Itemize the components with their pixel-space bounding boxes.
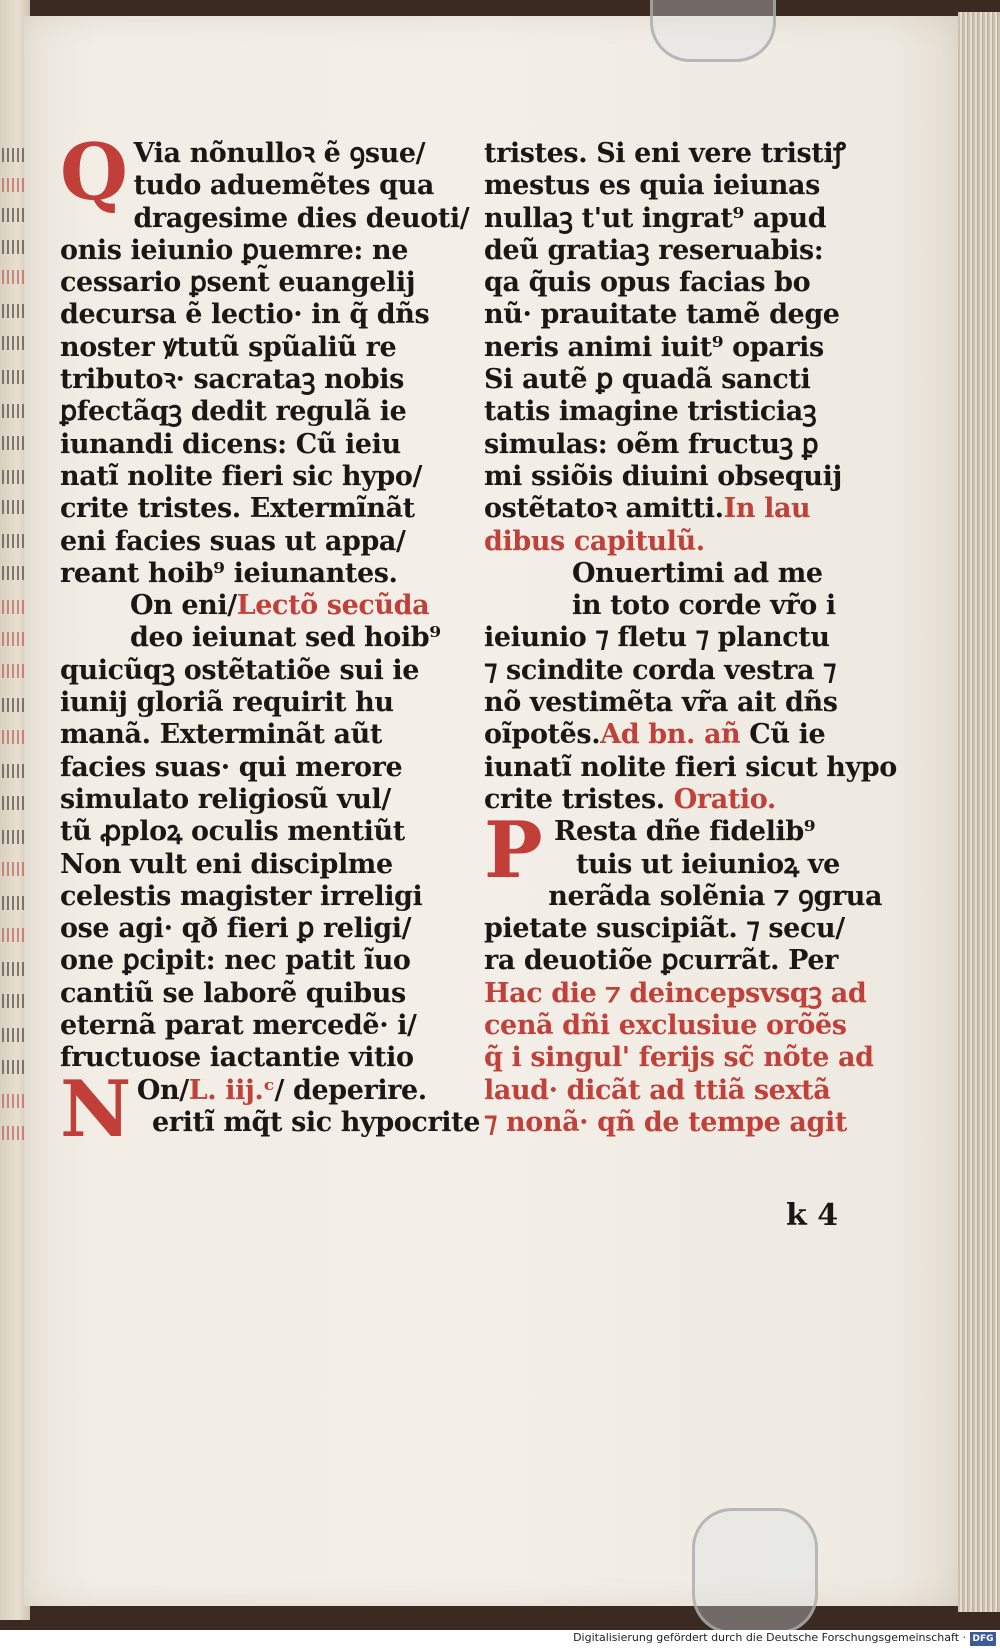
text-line [60,364,450,396]
line-text: manã. Exterminãt aũt [60,719,382,751]
text-line [484,138,854,170]
line-text: ra deuotiõe ꝑcurrãt. Per [484,945,838,977]
line-text: iunij gloriã requirit hu [60,687,394,719]
text-line [484,235,854,267]
line-text: eni facies suas ut appa/ [60,525,406,557]
text-line [484,203,854,235]
footer-bar [0,1630,1000,1649]
line-text: Via nõnulloꝛ ẽ ꝯsue/ [133,138,426,169]
line-text: tatis imagine tristiciaꝫ [484,396,817,428]
left-text-column [60,127,480,1155]
line-text: tristes. Si eni vere tristiꝭ [484,138,846,169]
line-text: simulato religiosũ vul/ [60,783,391,815]
text-line [484,945,854,977]
line-text: iunatĩ nolite fieri sicut hypo [484,751,897,783]
line-text: tributoꝛ· sacrataꝫ nobis [60,364,404,396]
text-line [484,1075,854,1107]
text-line [484,590,854,622]
text-line [484,299,854,331]
line-text: natĩ nolite fieri sic hypo/ [60,460,422,492]
line-text: noster ꝟtutũ spũaliũ re [60,331,397,363]
text-line [60,816,450,848]
rubric-text: L. iij.ᶜ [188,1074,275,1106]
line-text: tuis ut ieiunioꝝ ve [576,848,840,880]
line-text: one ꝑcipit: nec patit ĩuo [60,945,411,977]
decorated-initial: Q [60,127,128,218]
text-line [484,332,854,364]
line-text: ꝑfectãqꝫ dedit regulã ie [60,396,407,428]
book-clip-bottom [692,1508,818,1634]
line-text: ieiunio ⁊ fletu ⁊ planctu [484,622,830,654]
text-line [60,235,450,267]
rubric-text: Hac die ⁊ deincepsvsqꝫ ad [484,977,867,1009]
text-line [60,655,450,687]
text-line [60,978,450,1010]
text-line [484,913,854,945]
text-line [60,590,450,622]
text-line [60,267,450,299]
line-text: Resta dñe fidelib⁹ [554,816,816,848]
text-line [484,655,854,687]
rubric-text: ⁊ nonã· qñ de tempe agit [484,1106,847,1138]
line-text: nõ vestimẽta vr̃a ait dñs [484,687,838,719]
line-text: neris animi iuit⁹ oparis [484,331,824,363]
line-text: dragesime dies deuoti/ [133,202,470,234]
text-line [60,913,450,945]
line-text: decursa ẽ lectio· in q̃ dñs [60,299,430,331]
rubric-text: In lau [723,493,811,525]
page-edges [958,12,1000,1612]
right-text-column [484,138,897,1139]
text-line [484,493,854,525]
text-line [484,719,854,751]
rubric-text: Ad bn. añ [600,719,741,751]
line-text: tũ ꝓploꝝ oculis mentiũt [60,816,405,848]
line-text: ⁊ scindite corda vestra ⁊ [484,654,837,686]
text-line [484,622,854,654]
text-line [484,751,897,784]
rubric-text: laud· dicãt ad ttiã sextã [484,1074,831,1106]
text-line [484,977,867,1010]
line-text: simulas: oẽm fructuꝫ ꝑ [484,428,819,460]
text-line [484,526,854,558]
line-text: in toto corde vr̃o i [572,590,836,622]
rubric-text: q̃ i singul' ferijs sc̃ nõte ad [484,1042,874,1074]
text-line [60,429,450,461]
text-line [484,558,854,590]
text-line [60,945,450,977]
line-text: crite tristes. Extermĩnãt [60,493,415,525]
line-text: nerãda solẽnia ⁊ ꝯgrua [548,880,883,912]
line-text: deo ieiunat sed hoib⁹ [130,622,441,654]
line-text: Onuertimi ad me [572,557,823,589]
line-text: tudo aduemẽtes qua [133,170,434,202]
line-text: iunandi dicens: Cũ ieiu [60,428,401,460]
line-text: mestus es quia ieiunas [484,170,820,202]
text-line [484,267,854,299]
line-text: deũ gratiaꝫ reseruabis: [484,234,824,266]
text-line [60,332,450,364]
text-line [60,299,450,331]
text-line [60,752,450,784]
footer-credit: Digitalisierung gefördert durch die Deutsche Forschungsgemeinschaft · [573,1631,966,1644]
rubric-text: dibus capitulũ. [484,525,705,557]
text-line [484,429,854,461]
line-text: / deperire. [274,1074,427,1106]
text-line [60,558,450,590]
book-clip-top [650,0,776,62]
text-line [60,526,450,558]
line-text: cessario ꝑsent̃ euangelij [60,267,416,299]
decorated-initial: N [60,1063,131,1155]
text-line [60,461,450,493]
line-text: ostẽtatoꝛ amitti. [484,493,724,525]
line-text: onis ieiunio ꝑuemre: ne [60,234,409,266]
line-text: eritĩ mq̃t sic hypocrite [152,1106,480,1138]
dfg-logo[interactable]: DFG [970,1632,996,1646]
text-line [60,396,450,428]
line-text: mi ssiõis diuini obsequij [484,460,842,492]
text-line [60,622,450,654]
line-text: crite tristes. [484,783,665,815]
text-line [484,396,854,428]
line-text: cantiũ se laborẽ quibus [60,977,406,1009]
line-text: Si autẽ ꝑ quadã sancti [484,364,811,396]
text-line [484,687,854,719]
line-text: eternã parat mercedẽ· i/ [60,1010,417,1042]
line-text: facies suas· qui merore [60,751,403,783]
line-text: ose agi· qð fieri ꝑ religi/ [60,913,412,945]
text-line [484,1010,854,1042]
line-text: fructuose iactantie vitio [60,1042,414,1074]
text-line [60,687,450,719]
text-line [484,461,854,493]
text-line [60,493,450,525]
line-text: pietate suscipiãt. ⁊ secu/ [484,913,845,945]
line-text: reant hoib⁹ ieiunantes. [60,557,398,589]
text-line [484,364,854,396]
text-line [60,1042,450,1074]
line-text: Cũ ie [740,719,826,751]
line-text: qa q̃uis opus facias bo [484,267,811,299]
line-text: On eni/ [130,590,237,622]
rubric-text: cenã dñi exclusiue orõẽs [484,1010,847,1042]
text-line [484,170,854,202]
line-text: Non vult eni disciplme [60,848,393,880]
text-line [484,1107,854,1139]
rubric-text: Lectõ secũda [236,590,430,622]
text-line [60,849,450,881]
line-text: nullaꝫ t'ut ingrat⁹ apud [484,202,827,234]
line-text: oĩpotẽs. [484,719,601,751]
rubric-text: Oratio. [664,783,776,815]
text-line [484,1042,874,1074]
text-line [60,719,450,751]
signature-mark: k 4 [786,1198,839,1233]
line-text: quicũqꝫ ostẽtatiõe sui ie [60,654,419,686]
text-line [484,784,854,816]
line-text: nũ· prauitate tamẽ dege [484,299,840,331]
line-text: celestis magister irreligi [60,880,423,912]
decorated-initial: P [484,805,543,897]
text-line [60,881,450,913]
line-text: On/ [136,1074,189,1106]
text-line [60,784,450,816]
text-line [60,1010,450,1042]
